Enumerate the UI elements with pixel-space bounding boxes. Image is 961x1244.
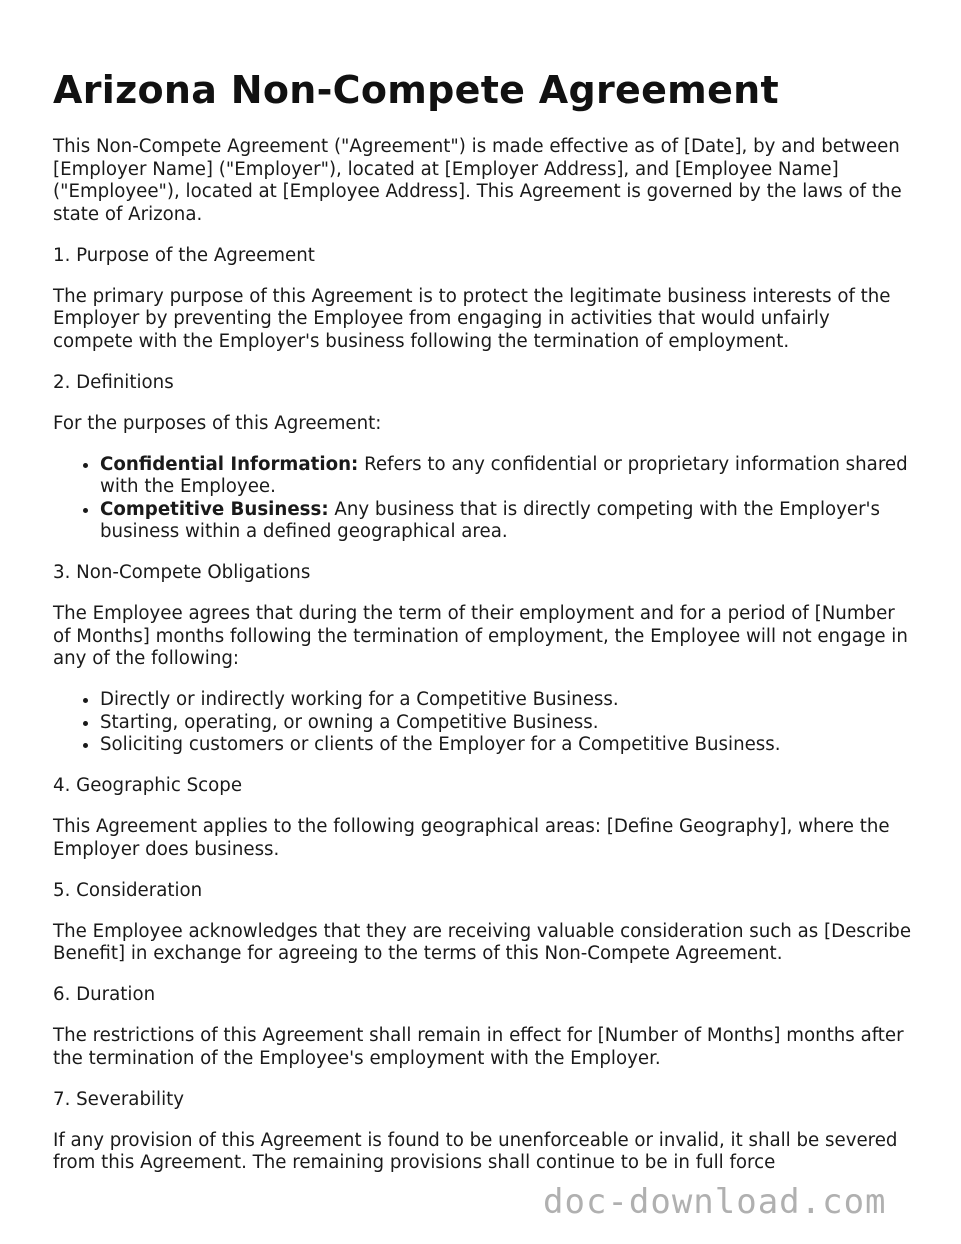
- definition-term: Confidential Information:: [100, 453, 359, 475]
- section-body-consideration: The Employee acknowledges that they are receiving valuable consideration such as [Describe Benefit] in exchange for agreeing to the terms of this Non-Compete Agreement.: [53, 920, 912, 964]
- list-item: • Directly or indirectly working for a Competitive Business.: [100, 689, 913, 712]
- list-item: [100, 499, 913, 544]
- definitions-list: [53, 454, 913, 544]
- section-heading-severability: 7. Severability: [53, 1088, 185, 1110]
- section-heading-duration: 6. Duration: [53, 984, 156, 1005]
- obligations-list: [53, 689, 913, 757]
- definition-text: Refers to any confidential or proprietary information shared with the Employee.: [100, 453, 908, 497]
- list-item: • Starting, operating, or owning a Competitive Business.: [100, 712, 913, 735]
- section-heading-obligations: 3. Non-Compete Obligations: [53, 562, 311, 583]
- section-body-duration: The restrictions of this Agreement shall remain in effect for [Number of Months] months after the termination of the Employee's employment with the Employer.: [53, 1025, 904, 1069]
- definition-text: Any business that is directly competing with the Employer's business within a defined geographical area.: [100, 498, 881, 542]
- watermark-text: doc-download.com: [543, 1182, 887, 1222]
- definition-term: Competitive Business:: [100, 498, 329, 520]
- document-title: Arizona Non-Compete Agreement: [53, 68, 779, 112]
- section-heading-definitions: 2. Definitions: [53, 371, 174, 393]
- section-body-obligations: The Employee agrees that during the term of their employment and for a period of [Number of Months] months following the termination of employment, the Employee will not engage in any of the following:: [53, 603, 908, 669]
- section-body-geographic: This Agreement applies to the following geographical areas: [Define Geography], where the Employer does business.: [53, 816, 890, 860]
- document-page: [53, 62, 913, 1193]
- section-heading-geographic: 4. Geographic Scope: [53, 775, 243, 796]
- section-heading-consideration: 5. Consideration: [53, 879, 203, 901]
- list-item: • Soliciting customers or clients of the Employer for a Competitive Business.: [100, 734, 913, 757]
- section-body-severability: If any provision of this Agreement is found to be unenforceable or invalid, it shall be severed from this Agreement. The remaining provisions shall continue to be in full force: [53, 1129, 898, 1173]
- section-body-purpose: The primary purpose of this Agreement is to protect the legitimate business interests of the Employer by preventing the Employee from engaging in activities that would unfairly compete with the Employer's business following the termination of employment.: [53, 285, 891, 352]
- list-item: [100, 454, 913, 499]
- section-body-definitions: For the purposes of this Agreement:: [53, 412, 382, 434]
- section-heading-purpose: 1. Purpose of the Agreement: [53, 244, 315, 266]
- intro-paragraph: This Non-Compete Agreement ("Agreement") is made effective as of [Date], by and between [Employer Name] ("Employer"), located at [Employer Address], and [Employee Name] ("Employee"), located at [Employee Address]. This Agreement is governed by the laws of the state of Arizona.: [53, 136, 902, 225]
